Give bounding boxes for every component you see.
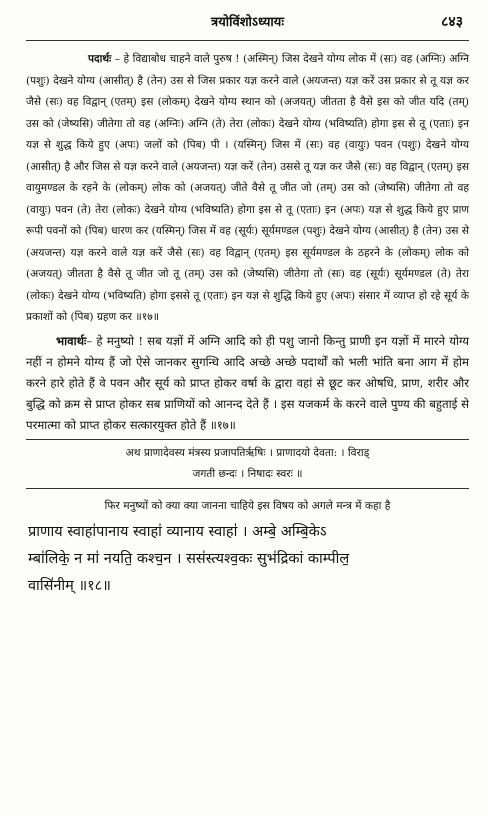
padartha-paragraph [26,49,469,329]
page-header [26,4,469,41]
section-divider [26,439,469,440]
verse-line-3: वासि॑नीम् ॥१८॥ [28,577,111,594]
mantra-verse [26,519,469,600]
bhavartha-paragraph [26,331,469,436]
padartha-label: पदार्थः [88,53,112,65]
verse-line-2: म्बा॑लिके॒ न मा॑ नयति॒ कश्च॒न । सस॑स्त्यश्व॒कः सुभ॑द्रिकां काम्पील॒ [28,550,350,567]
chapter-title: त्रयोविंशोऽध्यायः [211,15,284,30]
mantra-header-line-2: जगती छन्दः । निषादः स्वरः ॥ [192,467,303,480]
page-number: ८४३ [441,14,463,30]
section-divider [26,488,469,489]
bhavartha-label: भावार्थः [56,333,87,348]
document-page [0,4,489,817]
padartha-text: – हे विद्याबोध चाहने वाले पुरुष ! (अस्मिन्) जिस देखने योग्य लोक में (सः) वह (अग्निः) अग्नि (पशुः) देखने योग्य (आसीत्) है (तेन) उस से जिस प्रकार यज्ञ करने वाले (अयजन्त) यज्ञ करें उस प्रकार से तू यज्ञ कर जैसे (सः) वह विद्वान् (एतम्) इस (लोकम्) देखने योग्य स्थान को (अजयत्) जीतता है वैसे इस को जीत यदि (तम्) उस को (जेष्यसि) जीतेगा तो वह (अग्निः) अग्नि (ते) तेरा (लोकः) देखने योग्य (भविष्यति) होगा इस से तू (एताः) इन यज्ञ से शुद्ध किये हुए (अपः) जलों को (पिब) पी । (यस्मिन्) जिस में (सः) वह (वायुः) पवन (पशुः) देखने योग्य (आसीत्) है और जिस से यज्ञ करने वाले (अयजन्त) यज्ञ करें (तेन) उससे तू यज्ञ कर जैसे (सः) वह विद्वान् (एतम्) इस वायुमण्डल के रहने के (लोकम्) लोक को (अजयत्) जीते वैसे तू जीत जो (तम्) उस को (जेष्यसि) जीतेगा तो वह (वायुः) पवन (ते) तेरा (लोकः) देखने योग्य (भविष्यति) होगा इस से तू (एताः) इन (अपः) यज्ञ से शुद्ध किये हुए प्राण रूपी पवनों को (पिब) धारण कर (यस्मिन्) जिस में वह (सूर्यः) सूर्यमण्डल (पशुः) देखने योग्य (आसीत्) है (तेन) उस से (अयजन्त) यज्ञ करने वाले यज्ञ करें जैसे (सः) वह विद्वान् (एतम्) इस सूर्यमण्डल के ठहरने के (लोकम्) लोक को (अजयत्) जीतता है वैसे तू जीत जो तू (तम्) उस को (जेष्यसि) जीतेगा तो (सः) वह (सूर्यः) सूर्यमण्डल (ते) तेरा (लोकः) देखने योग्य (भविष्यति) होगा इससे तू (एताः) इन यज्ञ से शुद्धि किये हुए (अपः) संसार में व्याप्त हो रहे सूर्य के प्रकाशों को (पिब) ग्रहण कर ॥१७॥ [26,53,469,323]
mantra-intro: फिर मनुष्यों को क्या क्या जानना चाहिये इस विषय को अगले मन्त्र में कहा है [104,499,391,512]
bhavartha-text: – हे मनुष्यो ! सब यज्ञों में अग्नि आदि को ही पशु जानो किन्तु प्राणी इन यज्ञों में मारने योग्य नहीं न होमने योग्य हैं जो ऐसे जानकर सुगन्धि आदि अच्छे अच्छे पदार्थों को भली भांति बना आग में होम करने हारे होते हैं वे पवन और सूर्य को प्राप्त होकर वर्षा के द्वारा वहां से छूट कर ओषधि, प्राण, शरीर और बुद्धि को क्रम से प्राप्त होकर सब प्राणियों को आनन्द देते हैं । इस यजकर्म के करने वाले पुण्य की बहुताई से परमात्मा को प्राप्त होकर सत्कारयुक्त होते हैं ॥१७॥ [26,333,469,432]
verse-line-1: प्राणाय स्वाहा॑पानाय स्वाहा॑ व्यानाय स्वाहा॑ । अम्बे॒ अम्बि॒केऽ [28,523,327,540]
mantra-header [26,443,469,485]
mantra-header-line-1: अथ प्राणादेवस्य मंत्रस्य प्रजापतिर्ऋषिः । प्राणादयो देवता: । विराड् [125,446,370,459]
